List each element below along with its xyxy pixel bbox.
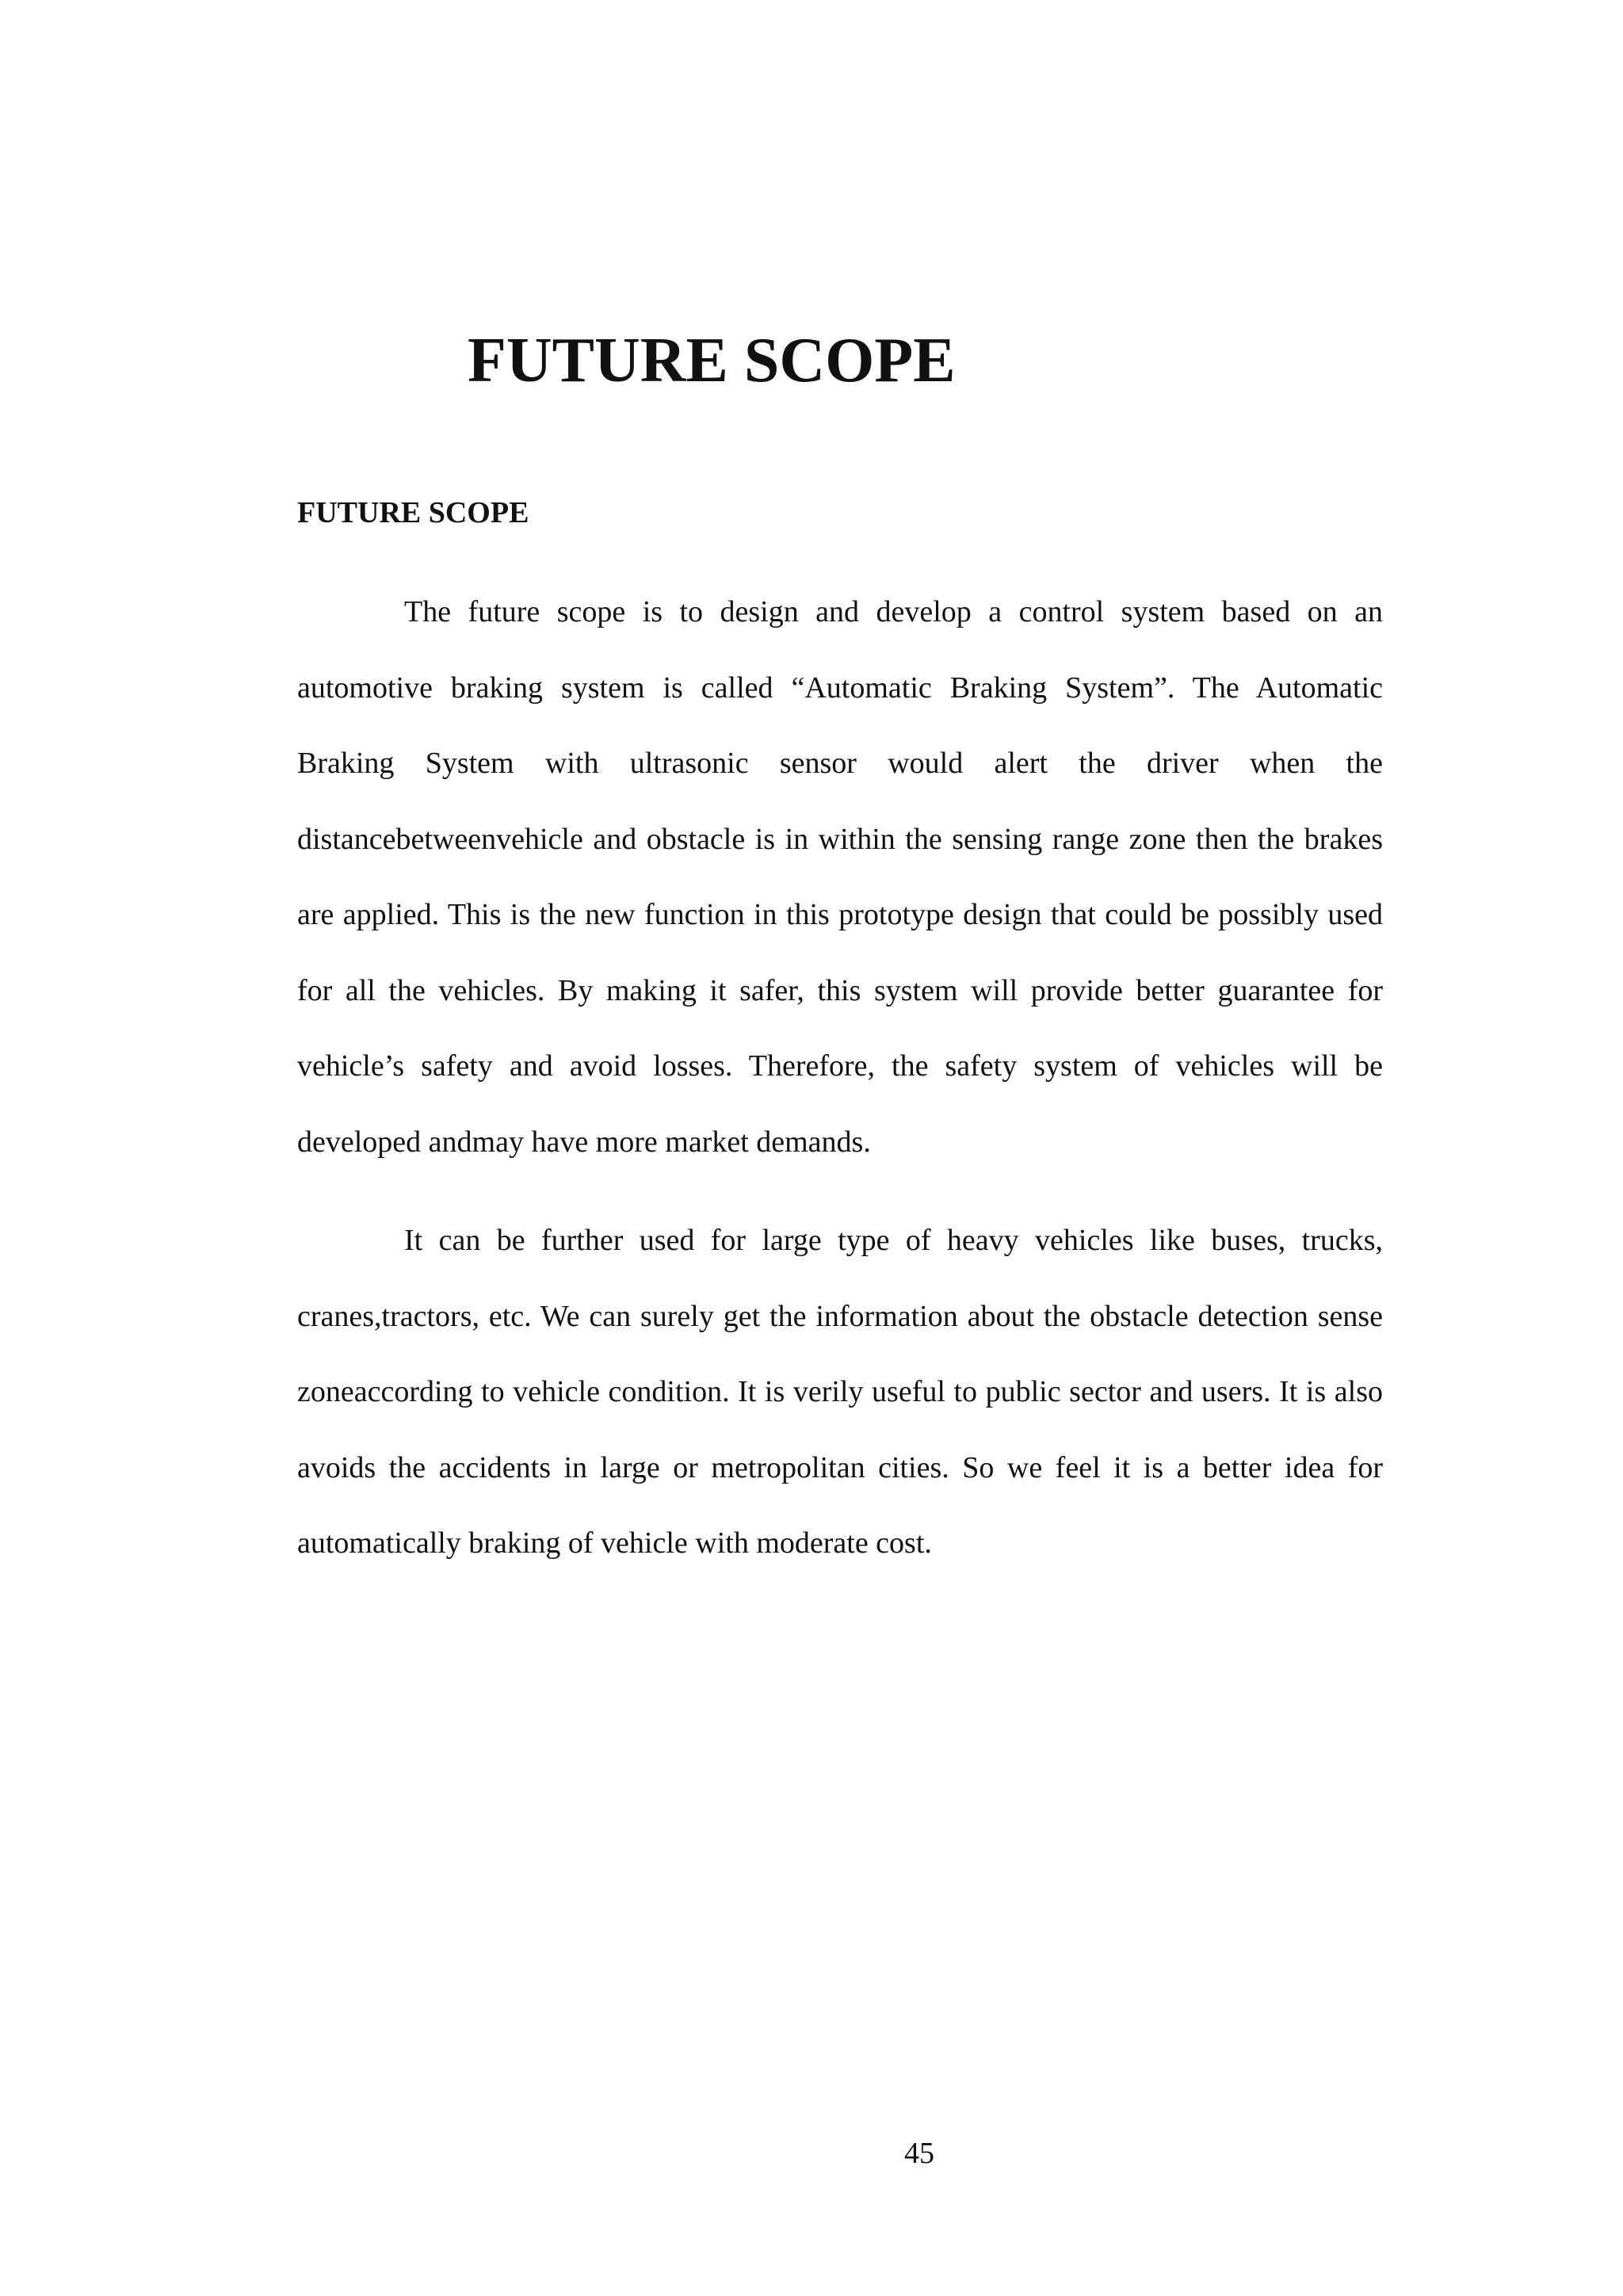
body-paragraph-1: The future scope is to design and develop a control system based on an automotive braking system is called “Automatic Braking System”. The Automatic Braking System with ultrasonic sensor would alert the driver when the distancebetweenvehicle and obstacle is in within the sensing range zone then the brakes are applied. This is the new function in this prototype design that could be possibly used for all the vehicles. By making it safer, this system will provide better guarantee for vehicle’s safety and avoid losses. Therefore, the safety system of vehicles will be developed andmay have more market demands. <box>297 595 1383 1159</box>
chapter-title: FUTURE SCOPE <box>468 326 956 395</box>
page-number: 45 <box>904 2137 934 2170</box>
section-heading: FUTURE SCOPE <box>297 496 529 529</box>
body-paragraph-2: It can be further used for large type of heavy vehicles like buses, trucks, cranes,tractors, etc. We can surely get the information about the obstacle detection sense zoneaccording to vehicle condition. It is verily useful to public sector and users. It is also avoids the accidents in large or metropolitan cities. So we feel it is a better idea for automatically braking of vehicle with moderate cost. <box>297 1224 1383 1560</box>
